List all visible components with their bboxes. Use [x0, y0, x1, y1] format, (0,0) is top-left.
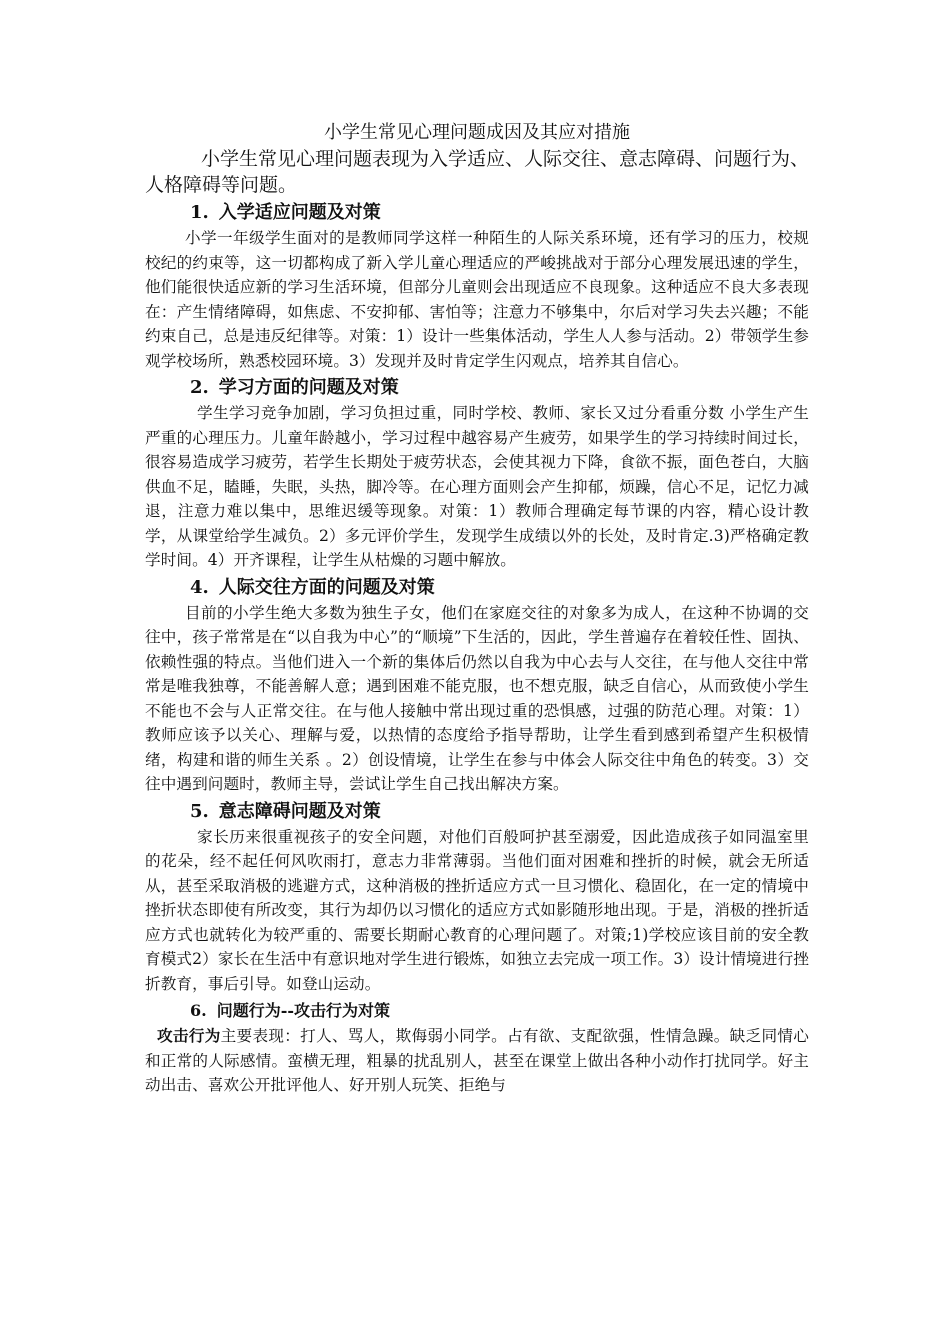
document-title: 小学生常见心理问题成因及其应对措施: [324, 122, 630, 143]
section-2: [145, 375, 809, 573]
section-6: [145, 998, 809, 1098]
section-paragraph: 目前的小学生绝大多数为独生子女，他们在家庭交往的对象多为成人，在这种不协调的交往中，孩子常常是在“以自我为中心”的“顺境”下生活的，因此，学生普遍存在着较任性、固执、依赖性强的特点。当他们进入一个新的集体后仍然以自我为中心去与人交往，在与他人交往中常常是唯我独尊，不能善解人意；遇到困难不能克服，也不想克服，缺乏自信心，从而致使小学生不能也不会与人正常交往。在与他人接触中常出现过重的恐惧感，过强的防范心理。对策：1）教师应该予以关心、理解与爱，以热情的态度给予指导帮助，让学生看到感到希望产生积极情绪，构建和谐的师生关系 。2）创设情境，让学生在参与中体会人际交往中角色的转变。3）交往中遇到问题时，教师主导，尝试让学生自己找出解决方案。: [145, 603, 809, 793]
section-number: 5.: [190, 800, 209, 822]
section-number: 6.: [190, 1001, 207, 1020]
section-number: 2.: [190, 377, 209, 398]
section-title: 人际交往方面的问题及对策: [218, 576, 435, 598]
section-1: [145, 200, 809, 373]
section-heading: [145, 998, 809, 1024]
section-heading: [145, 799, 809, 825]
section-heading: [145, 575, 809, 601]
section-paragraph-text: 主要表现：打人、骂人，欺侮弱小同学。占有欲、支配欲强，性情急躁。缺乏同情心和正常的人际感情。蛮横无理，粗暴的扰乱别人，甚至在课堂上做出各种小动作打扰同学。好主动出击、喜欢公开批评他人、好开别人玩笑、拒绝与: [145, 1027, 810, 1094]
section-number: 1.: [190, 202, 209, 223]
section-paragraph: 小学一年级学生面对的是教师同学这样一种陌生的人际关系环境，还有学习的压力，校规校纪的约束等，这一切都构成了新入学儿童心理适应的严峻挑战对于部分心理发展迅速的学生，他们能很快适应新的学习生活环境，但部分儿童则会出现适应不良现象。这种适应不良大多表现在：产生情绪障碍，如焦虑、不安抑郁、害怕等；注意力不够集中，尔后对学习失去兴趣；不能约束自己，总是违反纪律等。对策：1）设计一些集体活动，学生人人参与活动。2）带领学生参观学校场所，熟悉校园环境。3）发现并及时肯定学生闪观点，培养其自信心。: [145, 229, 809, 370]
section-title: 意志障碍问题及对策: [218, 800, 381, 822]
section-paragraph: [145, 1024, 809, 1098]
lead-term: 攻击行为: [157, 1026, 221, 1045]
section-5: [145, 799, 809, 997]
section-title: 入学适应问题及对策: [218, 202, 381, 223]
section-paragraph: 学生学习竞争加剧，学习负担过重，同时学校、教师、家长又过分看重分数 小学生产生严重的心理压力。儿童年龄越小，学习过程中越容易产生疲劳，如果学生的学习持续时间过长，很容易造成学习疲劳，若学生长期处于疲劳状态，会使其视力下降，食欲不振，面色苍白，大脑供血不足，瞌睡，失眠，头热，脚冷等。在心理方面则会产生抑郁，烦躁，信心不足，记忆力减退，注意力难以集中，思维迟缓等现象。对策：1）教师合理确定每节课的内容，精心设计教学，从课堂给学生减负。2）多元评价学生，发现学生成绩以外的长处，及时肯定.3)严格确定教学时间。4）开齐课程，让学生从枯燥的习题中解放。: [145, 404, 809, 569]
section-heading: [145, 375, 809, 401]
document-intro: 小学生常见心理问题表现为入学适应、人际交往、意志障碍、问题行为、人格障碍等问题。: [145, 148, 810, 196]
section-4: [145, 575, 809, 797]
section-number: 4.: [190, 576, 209, 598]
section-title: 问题行为--攻击行为对策: [216, 1001, 390, 1020]
document-body: [145, 120, 809, 1098]
section-title: 学习方面的问题及对策: [218, 377, 399, 398]
section-heading: [145, 200, 809, 226]
section-paragraph: 家长历来很重视孩子的安全问题，对他们百般呵护甚至溺爱，因此造成孩子如同温室里的花朵，经不起任何风吹雨打，意志力非常薄弱。当他们面对困难和挫折的时候，就会无所适从，甚至采取消极的逃避方式，这种消极的挫折适应方式一旦习惯化、稳固化，在一定的情境中挫折状态即使有所改变，其行为却仍以习惯化的适应方式如影随形地出现。于是，消极的挫折适应方式也就转化为较严重的、需要长期耐心教育的心理问题了。对策;1)学校应该目前的安全教育模式2）家长在生活中有意识地对学生进行锻炼，如独立去完成一项工作。3）设计情境进行挫折教育，事后引导。如登山运动。: [145, 827, 809, 993]
